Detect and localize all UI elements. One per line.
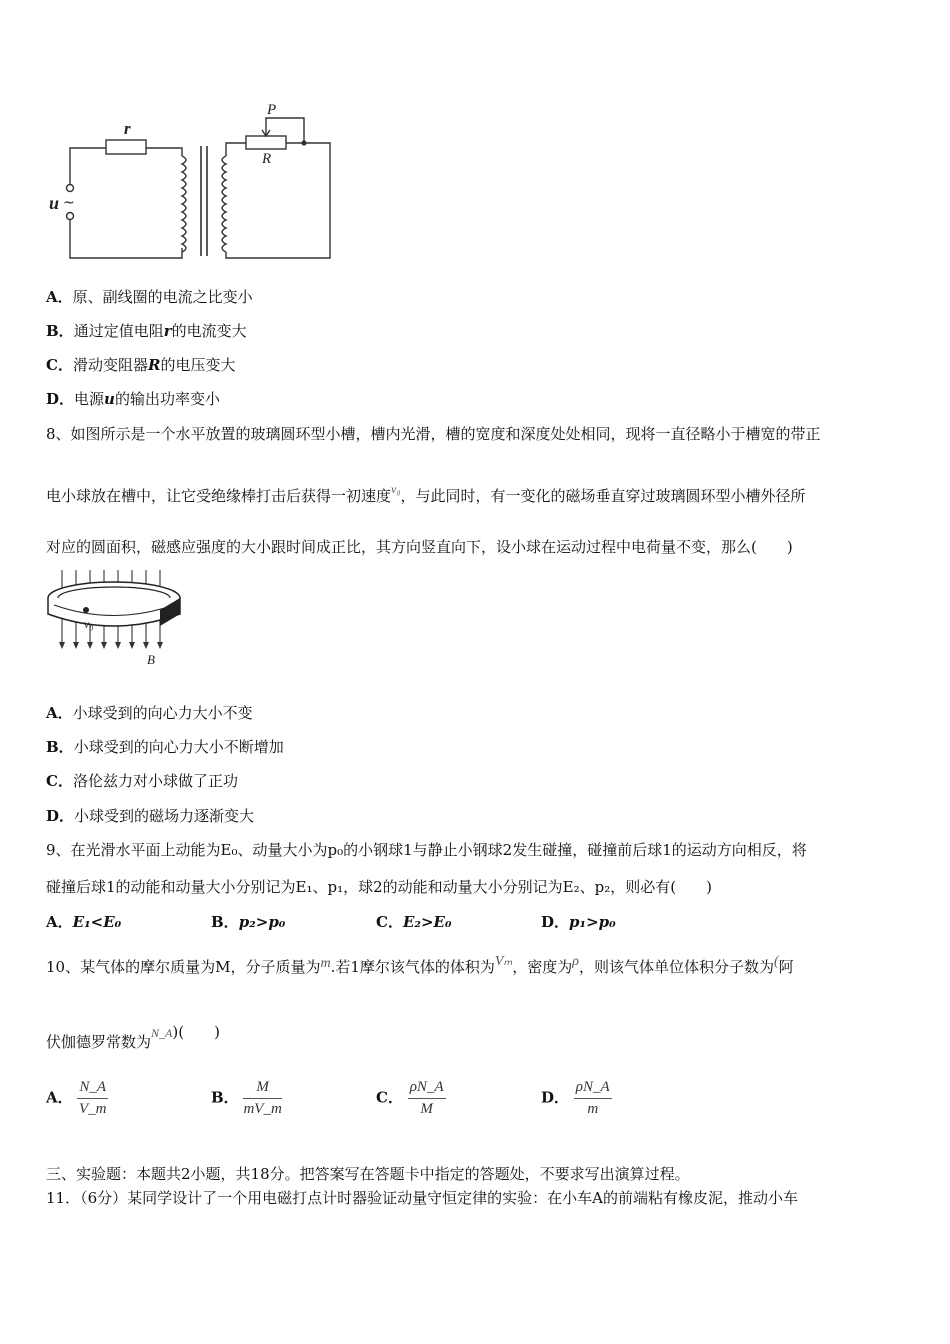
option-text: E₁<E₀ (72, 913, 122, 931)
option-label: D． (541, 1088, 570, 1107)
option-text: 滑动变阻器 (72, 356, 148, 374)
fraction (574, 1079, 612, 1118)
numerator: M (243, 1079, 281, 1099)
q10-text: ，密度为 (512, 958, 573, 976)
denominator: M (420, 1101, 433, 1117)
q10-option-b (211, 1079, 282, 1118)
option-text: E₂>E₀ (402, 913, 452, 931)
q10-text: .若1摩尔该气体的体积为 (330, 958, 495, 976)
option-label: D． (541, 913, 570, 931)
option-label: C． (46, 356, 73, 374)
option-label: C． (376, 1088, 403, 1107)
q8-stem-line2 (46, 482, 806, 506)
option-label: B． (46, 322, 74, 340)
q9-option-b (211, 911, 285, 932)
option-label: A． (46, 1088, 73, 1107)
option-label: D． (46, 390, 75, 408)
q7-option-b (46, 320, 247, 341)
option-text: 电源 (74, 390, 105, 408)
q8-option-b (46, 736, 284, 757)
option-text: 洛伦兹力对小球做了正功 (72, 772, 238, 790)
option-label: A． (46, 704, 73, 722)
source-u-label: u (49, 193, 60, 213)
ac-symbol: ~ (63, 195, 75, 211)
q8-text: ，与此同时，有一变化的磁场垂直穿过玻璃圆环型小槽外径所 (400, 487, 806, 505)
option-text: 通过定值电阻 (73, 322, 164, 340)
option-text: 原、副线圈的电流之比变小 (72, 288, 253, 306)
paren-symbol: ( (773, 954, 779, 969)
denominator: V_m (79, 1101, 107, 1117)
fraction (408, 1079, 446, 1118)
q10-option-d (541, 1079, 612, 1118)
q10-text: 阿 (778, 958, 794, 976)
option-label: B． (211, 1088, 239, 1107)
q8-option-a (46, 702, 253, 723)
option-text: 的电流变大 (171, 322, 247, 340)
option-text: 小球受到的向心力大小不断增加 (73, 738, 284, 756)
denominator: m (587, 1101, 599, 1117)
q9-option-c (376, 911, 452, 932)
q8-text: 电小球放在槽中，让它受绝缘棒打击后获得一初速度 (46, 487, 392, 505)
q10-text: )( ) (172, 1023, 220, 1041)
q10-option-c (376, 1079, 446, 1118)
rho-symbol: ρ (572, 954, 579, 969)
q9-option-d (541, 911, 616, 932)
option-label: A． (46, 288, 73, 306)
q10-text: 伏伽德罗常数为 (46, 1033, 152, 1051)
q10-option-a (46, 1079, 108, 1118)
ring-b-label: B (147, 652, 155, 667)
rheostat-r-label: R (262, 151, 272, 167)
option-text: 小球受到的磁场力逐渐变大 (74, 807, 255, 825)
option-text: p₂>p₀ (238, 913, 286, 931)
option-variable: u (104, 390, 115, 408)
option-label: C． (376, 913, 403, 931)
glass-ring-figure (44, 568, 194, 668)
q8-option-d (46, 805, 254, 826)
option-text: 小球受到的向心力大小不变 (72, 704, 253, 722)
section3-heading: 三、实验题：本题共2小题，共18分。把答案写在答题卡中指定的答题处，不要求写出演算过程。 (46, 1165, 690, 1183)
q10-text: ，则该气体单位体积分子数为 (578, 958, 774, 976)
numerator: ρN_A (408, 1079, 446, 1099)
q9-option-a (46, 911, 121, 932)
option-label: C． (46, 772, 73, 790)
option-variable: r (163, 322, 172, 340)
ring-v0-label: v₀ (84, 617, 94, 631)
q8-option-c (46, 770, 238, 791)
q7-option-a (46, 286, 253, 307)
q10-stem-line2 (46, 1023, 220, 1052)
option-variable: R (147, 356, 161, 374)
q11-stem: 11．（6分）某同学设计了一个用电磁打点计时器验证动量守恒定律的实验：在小车A的前端粘有橡皮泥，推动小车 (46, 1189, 798, 1207)
q9-stem-line2: 碰撞后球1的动能和动量大小分别记为E₁、p₁，球2的动能和动量大小分别记为E₂、p₂，则必有( ) (46, 878, 712, 896)
option-label: B． (211, 913, 239, 931)
q7-option-d (46, 388, 220, 409)
vm-symbol: Vₘ (494, 954, 513, 969)
v0-symbol: v₀ (391, 482, 401, 496)
option-label: A． (46, 913, 73, 931)
q10-text: 10、某气体的摩尔质量为M，分子质量为 (46, 958, 321, 976)
denominator: mV_m (243, 1101, 282, 1117)
option-label: B． (46, 738, 74, 756)
option-text: p₁>p₀ (569, 913, 616, 931)
q9-stem-line1: 9、在光滑水平面上动能为E₀、动量大小为p₀的小钢球1与静止小钢球2发生碰撞，碰撞前后球1的运动方向相反，将 (46, 841, 807, 859)
q7-option-c (46, 354, 235, 375)
slider-p-label: P (267, 102, 277, 118)
q8-stem-line1: 8、如图所示是一个水平放置的玻璃圆环型小槽，槽内光滑，槽的宽度和深度处处相同，现将一直径略小于槽宽的带正 (46, 425, 821, 443)
option-label: D． (46, 807, 75, 825)
na-symbol: N_A (151, 1026, 173, 1040)
fraction (77, 1079, 108, 1118)
transformer-circuit-figure (44, 96, 344, 271)
resistor-r-label: r (124, 119, 131, 138)
option-text: 的电压变大 (160, 356, 236, 374)
q8-stem-line3: 对应的圆面积，磁感应强度的大小跟时间成正比，其方向竖直向下，设小球在运动过程中电荷量不变，那么( ) (46, 538, 793, 556)
numerator: N_A (77, 1079, 108, 1099)
option-text: 的输出功率变小 (114, 390, 220, 408)
m-symbol: m (320, 956, 331, 971)
fraction (243, 1079, 281, 1118)
q10-stem-line1 (46, 956, 794, 977)
numerator: ρN_A (574, 1079, 612, 1099)
